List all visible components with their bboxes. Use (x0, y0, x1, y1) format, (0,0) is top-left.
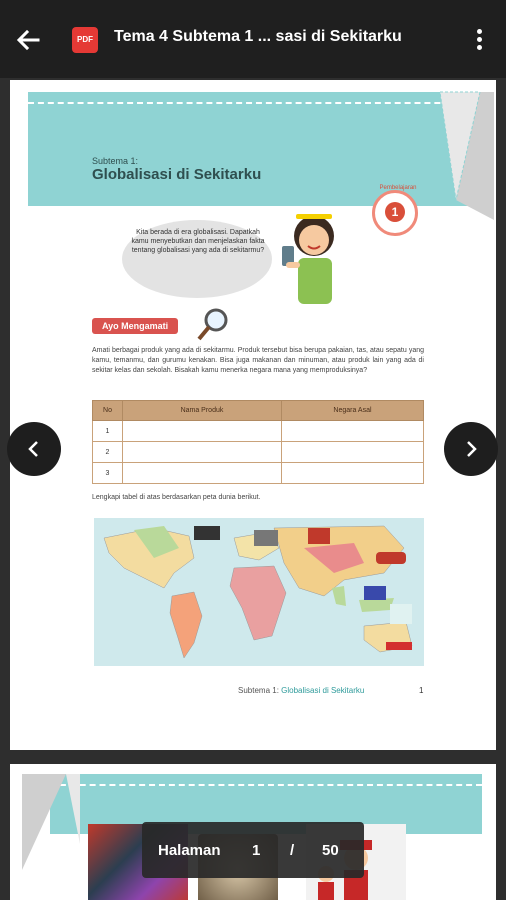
page-footer-title (238, 686, 364, 695)
table-cell (123, 421, 282, 442)
total-pages: 50 (322, 842, 339, 859)
pembelajaran-badge (372, 185, 418, 236)
current-page: 1 (252, 842, 261, 859)
page-indicator[interactable] (142, 822, 364, 878)
page-corner-fold (20, 774, 80, 874)
table-cell (123, 463, 282, 484)
pdf-page (10, 80, 496, 750)
page-indicator-label: Halaman (158, 842, 221, 859)
pdf-icon: PDF (72, 27, 98, 53)
app-bar (0, 0, 506, 78)
speech-bubble-text: Kita berada di era globalisasi. Dapatkah kamu menyebutkan dan menjelaskan fakta tentang globalisasi yang ada di sekitarmu? (131, 229, 265, 254)
subtema-label: Subtema 1: (92, 156, 139, 166)
table-cell: 3 (93, 463, 123, 484)
table-row (93, 463, 424, 484)
table-cell (281, 442, 423, 463)
girl-illustration (272, 206, 348, 310)
world-map-illustration (94, 518, 424, 666)
table-cell (281, 421, 423, 442)
subtema-title: Globalisasi di Sekitarku (92, 166, 262, 183)
page-corner-fold (420, 90, 496, 224)
table-cell: 2 (93, 442, 123, 463)
table-header-product: Nama Produk (123, 401, 282, 421)
table-cell (123, 442, 282, 463)
table-cell: 1 (93, 421, 123, 442)
pembelajaran-number: 1 (385, 202, 405, 222)
next-page-button[interactable] (444, 422, 498, 476)
dashed-divider (50, 784, 482, 786)
table-row (93, 442, 424, 463)
pdf-viewer[interactable] (0, 78, 506, 900)
product-table (92, 400, 424, 484)
document-title: Tema 4 Subtema 1 ... sasi di Sekitarku (114, 28, 402, 45)
table-header-no: No (93, 401, 123, 421)
dashed-divider (28, 102, 480, 104)
table-header-country: Negara Asal (281, 401, 423, 421)
pembelajaran-label: Pembelajaran (379, 185, 417, 191)
chevron-right-icon (461, 439, 481, 459)
ayo-mengamati-tag: Ayo Mengamati (92, 318, 178, 334)
table-caption: Lengkapi tabel di atas berdasarkan peta dunia berikut. (92, 494, 261, 501)
previous-page-button[interactable] (7, 422, 61, 476)
arrow-left-icon[interactable] (12, 24, 44, 56)
instruction-paragraph: Amati berbagai produk yang ada di sekitarmu. Produk tersebut bisa berupa pakaian, tas, atau sepatu yang kamu, temanmu, dan gurumu kenakan. Bisa juga makanan dan minuman, atau produk lain yang ada di sekitar kelas dan sekolah. Bisakah kamu menerka negara mana yang memproduksinya? (92, 347, 424, 374)
table-cell (281, 463, 423, 484)
more-vertical-icon[interactable] (470, 26, 488, 54)
page-number: 1 (419, 686, 424, 695)
page-separator: / (290, 842, 295, 859)
table-header-row (93, 401, 424, 421)
table-row (93, 421, 424, 442)
magnifier-icon (196, 306, 232, 342)
footer-prefix: Subtema 1: (238, 686, 279, 695)
footer-title: Globalisasi di Sekitarku (281, 686, 365, 695)
chevron-left-icon (24, 439, 44, 459)
